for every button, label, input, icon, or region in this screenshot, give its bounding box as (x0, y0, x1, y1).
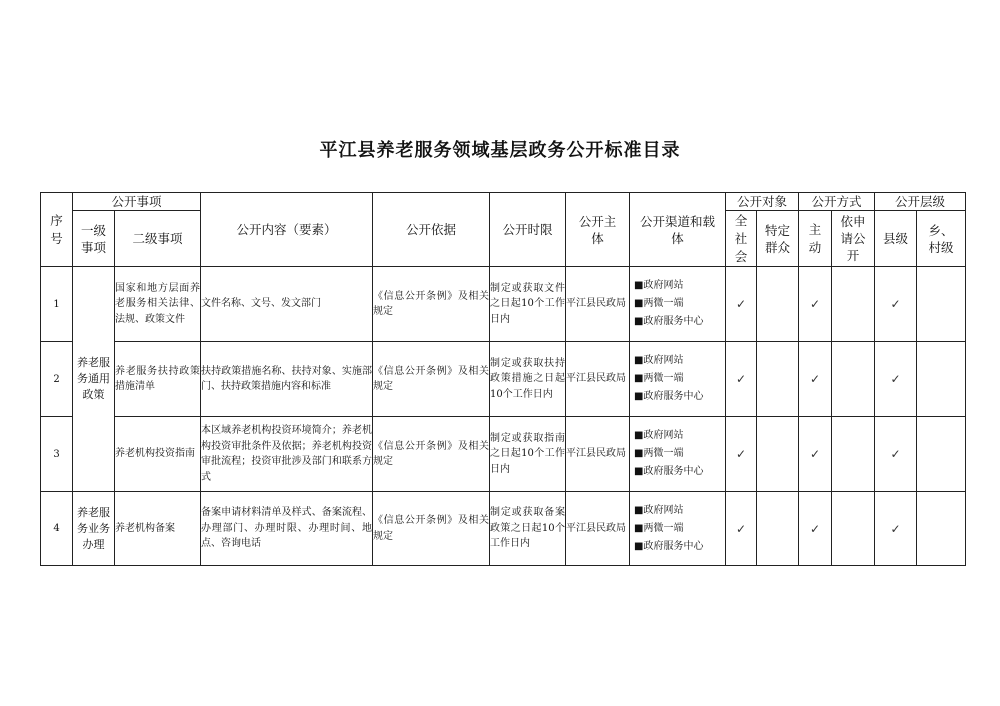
disclosure-subject: 平江县民政局 (566, 267, 630, 342)
header-target: 公开对象 (726, 193, 799, 211)
channel-item: ■政府服务中心 (634, 540, 704, 552)
disclosure-basis: 《信息公开条例》及相关规定 (373, 492, 490, 566)
channel-item: ■政府服务中心 (634, 316, 704, 327)
disclosure-subject: 平江县民政局 (566, 417, 630, 492)
table-row (41, 492, 966, 566)
header-level2: 二级事项 (115, 211, 201, 267)
check-icon: ✓ (799, 342, 832, 417)
page-title: 平江县养老服务领域基层政务公开标准目录 (319, 140, 681, 161)
channel-item: ■两微一端 (634, 298, 684, 309)
empty-cell (832, 492, 875, 566)
channel-list (630, 492, 726, 566)
header-method-active: 主动 (799, 211, 832, 267)
header-method-request: 依申请公开 (832, 211, 875, 267)
check-icon: ✓ (726, 492, 757, 566)
time-limit: 制定或获取文件之日起10个工作日内 (490, 267, 566, 342)
disclosure-subject: 平江县民政局 (566, 342, 630, 417)
row-number: 4 (41, 492, 73, 566)
disclosure-content: 备案申请材料清单及样式、备案流程、办理部门、办理时限、办理时间、地点、咨询电话 (201, 492, 373, 566)
check-icon: ✓ (726, 417, 757, 492)
empty-cell (757, 342, 799, 417)
empty-cell (832, 342, 875, 417)
channel-list (630, 342, 726, 417)
header-target-all: 全社会 (726, 211, 757, 267)
header-basis: 公开依据 (373, 193, 490, 267)
header-time-limit: 公开时限 (490, 193, 566, 267)
channel-item: ■两微一端 (634, 373, 684, 384)
empty-cell (917, 342, 966, 417)
table-row (41, 267, 966, 342)
empty-cell (917, 267, 966, 342)
check-icon: ✓ (799, 492, 832, 566)
level2-item: 养老机构投资指南 (115, 417, 201, 492)
channel-item: ■两微一端 (634, 448, 684, 459)
channel-item: ■政府服务中心 (634, 466, 704, 477)
header-method: 公开方式 (799, 193, 875, 211)
disclosure-content: 文件名称、文号、发文部门 (201, 267, 373, 342)
channel-item: ■政府网站 (634, 504, 684, 516)
row-number: 1 (41, 267, 73, 342)
channel-list (630, 267, 726, 342)
channel-item: ■政府网站 (634, 430, 684, 441)
check-icon: ✓ (726, 342, 757, 417)
header-seq: 序号 (41, 193, 73, 267)
header-subject: 公开主体 (566, 193, 630, 267)
disclosure-content: 本区域养老机构投资环境简介；养老机构投资审批条件及依据；养老机构投资审批流程；投资审批涉及部门和联系方式 (201, 417, 373, 492)
disclosure-basis: 《信息公开条例》及相关规定 (373, 267, 490, 342)
channel-item: ■政府网站 (634, 355, 684, 366)
check-icon: ✓ (875, 417, 917, 492)
check-icon: ✓ (875, 267, 917, 342)
header-public-items: 公开事项 (73, 193, 201, 211)
table-row (41, 342, 966, 417)
header-level: 公开层级 (875, 193, 966, 211)
check-icon: ✓ (875, 342, 917, 417)
disclosure-basis: 《信息公开条例》及相关规定 (373, 417, 490, 492)
header-level-township: 乡、村级 (917, 211, 966, 267)
disclosure-basis: 《信息公开条例》及相关规定 (373, 342, 490, 417)
channel-item: ■政府网站 (634, 280, 684, 291)
empty-cell (832, 417, 875, 492)
empty-cell (917, 492, 966, 566)
check-icon: ✓ (875, 492, 917, 566)
level1-item: 养老服务通用政策 (73, 267, 115, 492)
level2-item: 养老服务扶持政策措施清单 (115, 342, 201, 417)
header-content: 公开内容（要素） (201, 193, 373, 267)
check-icon: ✓ (726, 267, 757, 342)
level2-item: 养老机构备案 (115, 492, 201, 566)
empty-cell (757, 417, 799, 492)
row-number: 3 (41, 417, 73, 492)
header-level1: 一级事项 (73, 211, 115, 267)
time-limit: 制定或获取备案政策之日起10个工作日内 (490, 492, 566, 566)
header-target-specific: 特定群众 (757, 211, 799, 267)
header-channel: 公开渠道和载体 (630, 193, 726, 267)
table-row (41, 417, 966, 492)
check-icon: ✓ (799, 267, 832, 342)
time-limit: 制定或获取扶持政策措施之日起10个工作日内 (490, 342, 566, 417)
row-number: 2 (41, 342, 73, 417)
channel-list (630, 417, 726, 492)
channel-item: ■两微一端 (634, 522, 684, 534)
level2-item: 国家和地方层面养老服务相关法律、法规、政策文件 (115, 267, 201, 342)
header-level-county: 县级 (875, 211, 917, 267)
check-icon: ✓ (799, 417, 832, 492)
empty-cell (757, 492, 799, 566)
disclosure-content: 扶持政策措施名称、扶持对象、实施部门、扶持政策措施内容和标准 (201, 342, 373, 417)
time-limit: 制定或获取指南之日起10个工作日内 (490, 417, 566, 492)
header-row-top (41, 193, 966, 211)
empty-cell (917, 417, 966, 492)
empty-cell (832, 267, 875, 342)
level1-item: 养老服务业务办理 (73, 492, 115, 566)
disclosure-subject: 平江县民政局 (566, 492, 630, 566)
empty-cell (757, 267, 799, 342)
disclosure-catalog-table (40, 192, 966, 566)
channel-item: ■政府服务中心 (634, 391, 704, 402)
